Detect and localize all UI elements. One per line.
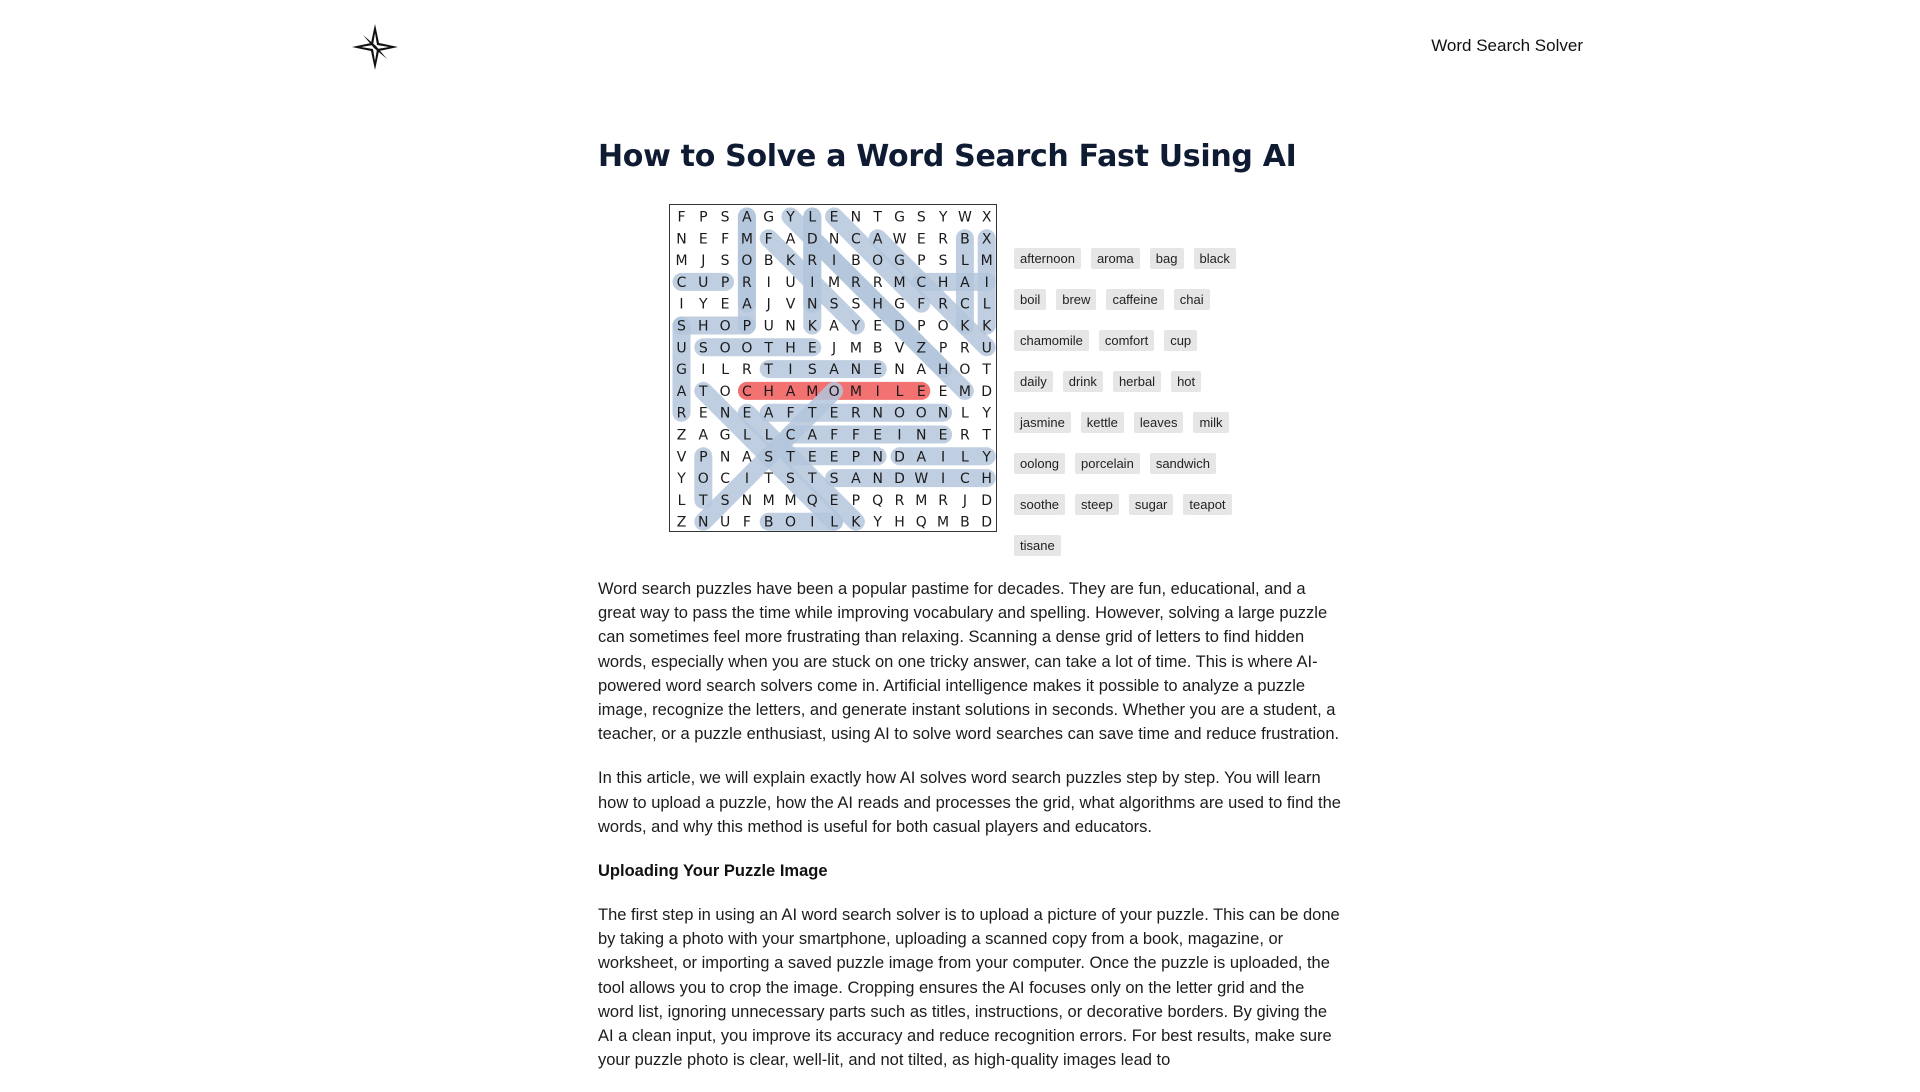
grid-cell: Z [916, 340, 927, 357]
grid-cell: E [829, 449, 839, 466]
word-chip[interactable]: chamomile [1014, 330, 1089, 351]
grid-cell: Y [699, 296, 708, 313]
grid-cell: N [676, 231, 687, 248]
word-chip[interactable]: boil [1014, 289, 1046, 310]
grid-cell: E [720, 296, 730, 313]
grid-cell: H [698, 318, 709, 335]
word-chip[interactable]: afternoon [1014, 248, 1081, 269]
grid-cell: P [699, 209, 708, 226]
grid-cell: L [960, 253, 969, 270]
grid-cell: S [720, 492, 730, 509]
grid-cell: R [872, 274, 883, 291]
grid-cell: I [810, 274, 815, 291]
grid-cell: J [962, 492, 967, 509]
word-chip[interactable]: brew [1056, 289, 1096, 310]
grid-cell: P [851, 492, 861, 509]
grid-cell: L [960, 449, 969, 466]
grid-cell: P [851, 449, 861, 466]
grid-cell: Y [938, 209, 948, 226]
grid-cell: A [742, 209, 752, 226]
grid-cell: M [980, 253, 993, 270]
grid-cell: R [894, 492, 905, 509]
grid-cell: H [894, 514, 905, 531]
article [598, 135, 1343, 1092]
grid-cell: A [960, 274, 970, 291]
grid-cell: R [960, 340, 970, 357]
grid-cell: H [937, 274, 949, 291]
grid-cell: R [742, 362, 752, 379]
word-chip[interactable]: drink [1063, 371, 1103, 392]
grid-cell: A [807, 427, 818, 444]
grid-cell: R [851, 405, 861, 422]
word-chip[interactable]: aroma [1091, 248, 1140, 269]
grid-cell: O [828, 383, 840, 400]
word-chip[interactable]: porcelain [1075, 453, 1140, 474]
grid-cell: I [744, 471, 749, 488]
word-chip[interactable]: milk [1193, 412, 1228, 433]
grid-cell: N [785, 318, 796, 335]
grid-cell: M [915, 492, 928, 509]
grid-cell: S [829, 296, 839, 313]
grid-cell: B [872, 340, 883, 357]
grid-cell: P [917, 253, 926, 270]
word-chip[interactable]: bag [1150, 248, 1184, 269]
grid-cell: L [677, 492, 686, 509]
word-chip[interactable]: tisane [1014, 535, 1061, 556]
grid-cell: C [720, 471, 730, 488]
grid-cell: M [806, 383, 819, 400]
grid-cell: Y [873, 514, 882, 531]
word-chip[interactable]: herbal [1113, 371, 1161, 392]
grid-cell: E [698, 405, 708, 422]
grid-cell: B [960, 514, 970, 531]
grid-cell: E [873, 362, 883, 379]
grid-cell: M [893, 274, 906, 291]
grid-cell: U [698, 274, 709, 291]
grid-cell: M [675, 253, 688, 270]
grid-cell: A [676, 383, 687, 400]
grid-cell: P [742, 318, 752, 335]
grid-cell: S [677, 318, 686, 335]
grid-cell: N [872, 405, 883, 422]
grid-cell: Z [676, 427, 687, 444]
grid-cell: F [677, 209, 686, 226]
grid-cell: L [721, 362, 730, 379]
grid-cell: E [829, 492, 839, 509]
grid-cell: F [917, 296, 926, 313]
grid-cell: N [894, 362, 905, 379]
grid-cell: I [701, 362, 706, 379]
grid-cell: I [875, 383, 880, 400]
grid-cell: Z [676, 514, 687, 531]
grid-cell: F [742, 514, 751, 531]
grid-cell: R [851, 274, 861, 291]
grid-cell: S [786, 471, 795, 488]
grid-cell: G [676, 362, 687, 379]
grid-cell: D [806, 231, 818, 248]
grid-cell: R [938, 296, 948, 313]
grid-cell: O [719, 340, 731, 357]
grid-cell: R [742, 274, 752, 291]
grid-cell: N [850, 362, 862, 379]
section-heading: Uploading Your Puzzle Image [598, 862, 828, 881]
grid-cell: E [807, 449, 817, 466]
word-search-solver-link[interactable]: Word Search Solver [1431, 36, 1583, 55]
word-chip[interactable]: comfort [1099, 330, 1154, 351]
grid-cell: R [960, 427, 970, 444]
grid-cell: U [719, 514, 731, 531]
grid-cell: R [676, 405, 687, 422]
grid-cell: A [785, 231, 796, 248]
page-title: How to Solve a Word Search Fast Using AI [598, 139, 1297, 174]
grid-cell: T [982, 427, 991, 444]
grid-cell: D [981, 514, 993, 531]
grid-cell: N [698, 514, 709, 531]
grid-cell: N [872, 471, 883, 488]
grid-cell: A [916, 362, 927, 379]
grid-cell: K [960, 318, 970, 335]
grid-cell: O [741, 253, 753, 270]
upload-paragraph: The first step in using an AI word search solver is to upload a picture of your puzzle. This can be done by taking a photo with your smartphone, uploading a scanned copy from a book, magazine, or worksheet, or importing a saved puzzle image from your computer. Once the puzzle is uploaded, the tool allows you to crop the image. Cropping ensures the AI focuses only on the letter grid and the word list, ignoring unnecessary parts such as titles, instructions, or decorative borders. By giving the AI a clean input, you improve its accuracy and reduce recognition errors. For best results, make sure your puzzle photo is clear, well-lit, and not tilted, as high-quality images lead to [598, 906, 1340, 1070]
grid-cell: C [676, 274, 687, 291]
grid-cell: T [699, 492, 708, 509]
grid-cell: R [938, 492, 948, 509]
grid-cell: O [719, 318, 731, 335]
word-chip[interactable]: cup [1164, 330, 1197, 351]
grid-cell: A [763, 405, 774, 422]
grid-cell: E [873, 318, 883, 335]
grid-cell: T [808, 405, 817, 422]
grid-cell: C [851, 231, 861, 248]
grid-cell: P [699, 449, 708, 466]
grid-cell: V [676, 449, 687, 466]
grid-cell: I [984, 274, 989, 291]
grid-cell: A [872, 231, 883, 248]
grid-cell: C [916, 274, 927, 291]
grid-cell: I [832, 253, 837, 270]
grid-cell: A [851, 471, 861, 488]
grid-cell: U [981, 340, 992, 357]
grid-cell: S [851, 296, 861, 313]
word-chip[interactable]: chai [1174, 289, 1210, 310]
grid-cell: M [828, 274, 841, 291]
grid-cell: D [894, 449, 905, 466]
grid-cell: C [742, 383, 752, 400]
word-chip[interactable]: oolong [1014, 453, 1065, 474]
grid-cell: P [917, 318, 926, 335]
grid-cell: E [916, 383, 926, 400]
grid-cell: C [960, 296, 970, 313]
grid-cell: O [937, 318, 949, 335]
grid-cell: C [960, 471, 970, 488]
grid-cell: E [807, 340, 817, 357]
word-chip[interactable]: black [1194, 248, 1236, 269]
grid-cell: T [873, 209, 882, 226]
word-chip[interactable]: sugar [1129, 494, 1174, 515]
grid-cell: O [784, 514, 797, 531]
grid-cell: V [785, 296, 796, 313]
grid-cell: I [941, 449, 946, 466]
grid-cell: N [916, 427, 927, 444]
grid-cell: F [721, 231, 730, 248]
grid-cell: Q [806, 492, 818, 509]
grid-cell: B [763, 514, 774, 531]
grid-cell: L [764, 427, 773, 444]
grid-cell: D [894, 471, 905, 488]
word-chip[interactable]: sandwich [1150, 453, 1216, 474]
word-chip[interactable]: caffeine [1106, 289, 1163, 310]
overview-paragraph: In this article, we will explain exactly how AI solves word search puzzles step by step. You will learn how to upload a puzzle, how the AI reads and processes the grid, what algorithms are used to find the words, and why this method is useful for both casual players and educators. [598, 769, 1341, 836]
puzzle-figure [598, 204, 1343, 553]
grid-cell: X [981, 209, 992, 226]
grid-cell: N [741, 492, 753, 509]
grid-cell: E [829, 209, 839, 226]
grid-cell: U [785, 274, 796, 291]
grid-cell: L [960, 405, 969, 422]
grid-cell: D [981, 383, 993, 400]
grid-cell: I [810, 514, 815, 531]
grid-cell: M [784, 492, 797, 509]
grid-cell: T [764, 340, 773, 357]
grid-cell: P [720, 274, 730, 291]
grid-cell: S [720, 209, 730, 226]
word-chip[interactable]: leaves [1134, 412, 1184, 433]
grid-cell: C [785, 427, 796, 444]
grid-cell: R [938, 231, 948, 248]
grid-cell: I [788, 362, 793, 379]
grid-cell: J [701, 253, 706, 270]
grid-cell: H [937, 362, 949, 379]
grid-cell: A [742, 296, 752, 313]
word-chip[interactable]: kettle [1081, 412, 1124, 433]
grid-cell: K [851, 514, 861, 531]
word-chip[interactable]: jasmine [1014, 412, 1071, 433]
grid-cell: A [698, 427, 709, 444]
grid-cell: P [938, 340, 948, 357]
grid-cell: E [938, 427, 948, 444]
grid-cell: I [766, 274, 771, 291]
grid-cell: X [981, 231, 992, 248]
grid-cell: M [849, 383, 862, 400]
grid-cell: W [957, 209, 972, 226]
grid-cell: W [892, 231, 907, 248]
grid-cell: S [720, 253, 730, 270]
grid-cell: K [807, 318, 817, 335]
grid-cell: E [916, 231, 926, 248]
grid-cell: F [764, 231, 773, 248]
site-header [0, 0, 1920, 95]
grid-cell: N [850, 209, 862, 226]
grid-cell: M [849, 340, 862, 357]
grid-cell: J [766, 296, 771, 313]
grid-cell: L [830, 514, 839, 531]
grid-cell: L [895, 383, 904, 400]
grid-cell: M [937, 514, 950, 531]
grid-cell: A [829, 362, 839, 379]
word-chip[interactable]: daily [1014, 371, 1053, 392]
grid-cell: H [785, 340, 796, 357]
grid-cell: W [914, 471, 929, 488]
grid-cell: Y [982, 405, 991, 422]
grid-cell: A [742, 449, 752, 466]
grid-cell: N [872, 449, 883, 466]
grid-cell: Y [982, 449, 991, 466]
grid-cell: M [762, 492, 775, 509]
grid-cell: G [719, 427, 731, 444]
word-chip[interactable]: steep [1075, 494, 1119, 515]
grid-cell: L [808, 209, 817, 226]
grid-cell: O [697, 471, 709, 488]
grid-cell: F [851, 427, 860, 444]
article-body [598, 577, 1343, 1072]
grid-cell: N [719, 405, 731, 422]
grid-cell: H [872, 296, 883, 313]
grid-cell: N [719, 449, 731, 466]
grid-cell: U [763, 318, 774, 335]
grid-cell: L [982, 296, 991, 313]
grid-cell: M [740, 231, 753, 248]
grid-cell: I [897, 427, 902, 444]
grid-cell: V [894, 340, 905, 357]
grid-cell: O [959, 362, 971, 379]
grid-cell: Y [851, 318, 861, 335]
grid-cell: A [785, 383, 796, 400]
letter-grid [669, 204, 997, 532]
grid-cell: K [982, 318, 992, 335]
grid-cell: E [829, 405, 839, 422]
grid-cell: E [742, 405, 752, 422]
word-chip[interactable]: soothe [1014, 494, 1065, 515]
grid-cell: S [807, 362, 817, 379]
grid-cell: G [763, 209, 775, 226]
grid-cell: E [873, 427, 883, 444]
grid-cell: N [828, 231, 840, 248]
grid-cell: G [894, 209, 905, 226]
grid-cell: G [894, 253, 905, 270]
grid-cell: N [807, 296, 818, 313]
grid-cell: N [937, 405, 949, 422]
grid-cell: B [851, 253, 861, 270]
grid-cell: J [832, 340, 837, 357]
grid-cell: A [916, 449, 927, 466]
grid-cell: B [763, 253, 774, 270]
grid-cell: H [763, 383, 774, 400]
grid-cell: E [698, 231, 708, 248]
intro-paragraph: Word search puzzles have been a popular pastime for decades. They are fun, educational, and a great way to pass the time while improving vocabulary and spelling. However, solving a large puzzle can sometimes feel more frustrating than relaxing. Scanning a dense grid of letters to find hidden words, especially when you are stuck on one tricky answer, can take a lot of time. This is where AI-powered word search solvers come in. Artificial intelligence makes it possible to analyze a puzzle image, recognize the letters, and generate instant solutions in seconds. Whether you are a student, a teacher, or a puzzle enthusiast, using AI to solve word searches can save time and reduce frustration. [598, 580, 1340, 744]
grid-cell: F [786, 405, 795, 422]
grid-cell: H [981, 471, 992, 488]
letter-grid-svg [670, 205, 998, 533]
grid-cell: I [679, 296, 684, 313]
grid-cell: T [786, 449, 795, 466]
grid-cell: L [742, 427, 751, 444]
grid-cell: B [960, 231, 970, 248]
grid-cell: T [764, 362, 773, 379]
grid-cell: Q [915, 514, 927, 531]
grid-cell: O [915, 405, 927, 422]
grid-cell: T [699, 383, 708, 400]
grid-cell: O [741, 340, 753, 357]
grid-cell: R [807, 253, 818, 270]
grid-cell: D [894, 318, 905, 335]
grid-cell: D [981, 492, 993, 509]
grid-cell: T [808, 471, 817, 488]
grid-cell: T [982, 362, 991, 379]
grid-cell: U [676, 340, 687, 357]
grid-cell: M [958, 383, 971, 400]
word-chip[interactable]: hot [1171, 371, 1201, 392]
grid-cell: O [719, 383, 731, 400]
grid-cell: F [830, 427, 839, 444]
grid-cell: E [938, 383, 948, 400]
grid-cell: T [764, 471, 773, 488]
word-chip[interactable]: teapot [1183, 494, 1231, 515]
grid-cell: O [893, 405, 906, 422]
grid-cell: S [698, 340, 708, 357]
grid-cell: S [938, 253, 948, 270]
grid-cell: S [764, 449, 774, 466]
grid-cell: Q [872, 492, 884, 509]
grid-cell: Y [677, 471, 686, 488]
grid-cell: O [872, 253, 884, 270]
grid-cell: I [941, 471, 946, 488]
grid-cell: K [785, 253, 796, 270]
grid-cell: S [916, 209, 926, 226]
grid-cell: A [829, 318, 839, 335]
grid-cell: S [829, 471, 839, 488]
compass-star-icon[interactable] [352, 24, 398, 70]
word-list [1014, 248, 1334, 566]
grid-cell: Y [786, 209, 795, 226]
grid-cell: G [894, 296, 905, 313]
